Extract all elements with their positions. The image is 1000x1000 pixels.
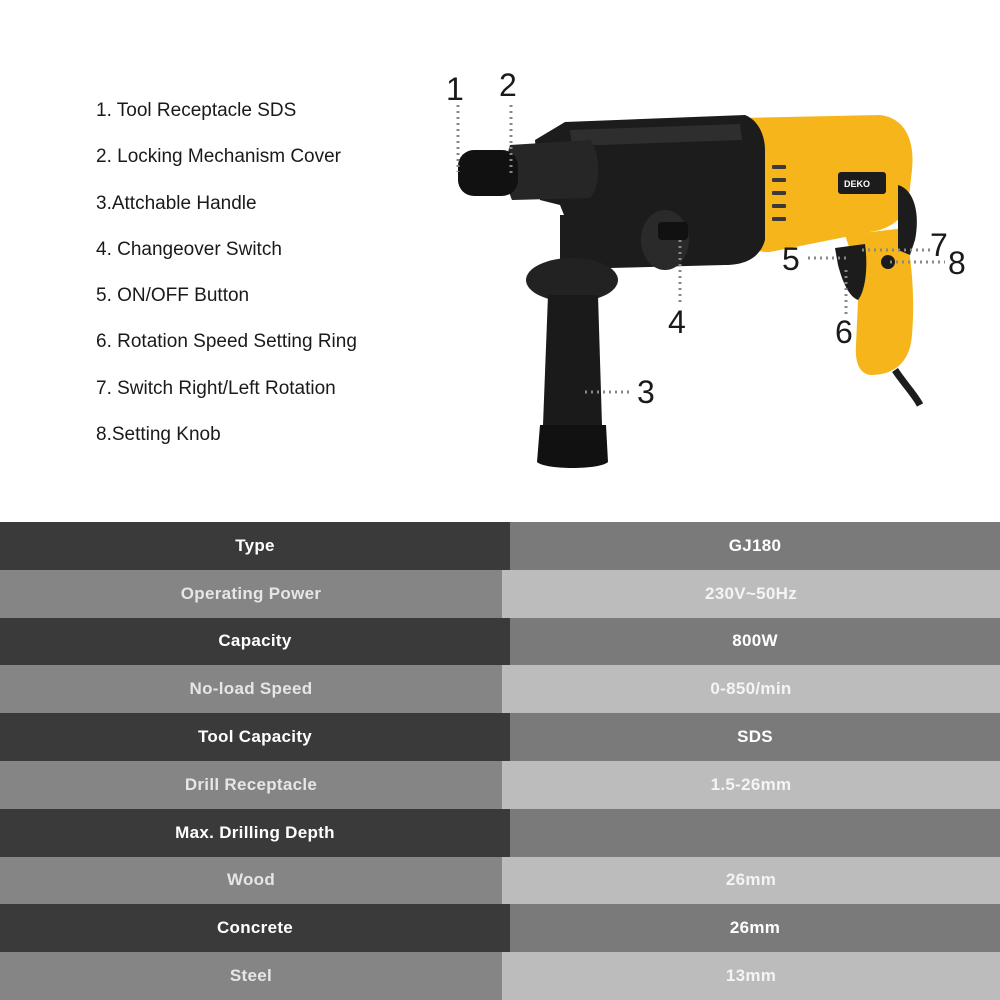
callout-number: 2: [499, 67, 517, 103]
handle-grip: [898, 185, 917, 255]
spec-value: SDS: [510, 713, 1000, 761]
spec-value: [510, 809, 1000, 857]
spec-value: 800W: [510, 618, 1000, 666]
callout-number: 1: [446, 71, 464, 107]
spec-label: Steel: [0, 952, 502, 1000]
table-row: [0, 809, 1000, 857]
spec-value: 26mm: [502, 857, 1000, 905]
parts-legend-item: 8.Setting Knob: [96, 424, 221, 446]
callout-number: 7: [930, 227, 948, 263]
changeover-switch-knob: [658, 222, 688, 240]
spec-label: No-load Speed: [0, 665, 502, 713]
rotary-hammer-drill-image: [430, 60, 1000, 500]
side-handle: [543, 295, 602, 445]
table-row: [0, 761, 1000, 809]
table-row: [0, 522, 1000, 570]
callout-number: 8: [948, 245, 966, 281]
spec-value: GJ180: [510, 522, 1000, 570]
spec-label: Type: [0, 522, 510, 570]
locking-cover: [506, 140, 598, 200]
spec-label: Concrete: [0, 904, 510, 952]
spec-label: Drill Receptacle: [0, 761, 502, 809]
parts-legend-item: 6. Rotation Speed Setting Ring: [96, 331, 357, 353]
table-row: [0, 904, 1000, 952]
spec-value: 13mm: [502, 952, 1000, 1000]
specifications-table: [0, 522, 1000, 1000]
parts-legend-item: 5. ON/OFF Button: [96, 285, 250, 307]
spec-value: 0-850/min: [502, 665, 1000, 713]
callout-number: 4: [668, 304, 686, 340]
handle-mount: [560, 215, 592, 260]
power-cord: [895, 370, 920, 405]
table-row: [0, 857, 1000, 905]
parts-legend-item: 3.Attchable Handle: [96, 192, 257, 214]
spec-label: Tool Capacity: [0, 713, 510, 761]
spec-label: Max. Drilling Depth: [0, 809, 510, 857]
table-row: [0, 713, 1000, 761]
callout-number: 5: [782, 241, 800, 277]
side-handle-end: [537, 425, 608, 468]
trigger-icon: [835, 244, 866, 300]
parts-legend-item: 2. Locking Mechanism Cover: [96, 146, 341, 168]
parts-legend: [96, 97, 357, 467]
callout-number: 3: [637, 374, 655, 410]
table-row: [0, 952, 1000, 1000]
spec-value: 230V~50Hz: [502, 570, 1000, 618]
table-row: [0, 570, 1000, 618]
callout-number: 6: [835, 314, 853, 350]
setting-knob-icon: [881, 255, 895, 269]
table-row: [0, 665, 1000, 713]
spec-value: 26mm: [510, 904, 1000, 952]
table-row: [0, 618, 1000, 666]
spec-label: Capacity: [0, 618, 510, 666]
spec-value: 1.5-26mm: [502, 761, 1000, 809]
parts-legend-item: 4. Changeover Switch: [96, 238, 282, 260]
spec-label: Operating Power: [0, 570, 502, 618]
sds-chuck: [458, 150, 518, 196]
spec-label: Wood: [0, 857, 502, 905]
parts-legend-item: 7. Switch Right/Left Rotation: [96, 377, 336, 399]
brand-logo-text: DEKO: [844, 179, 871, 189]
parts-legend-item: 1. Tool Receptacle SDS: [96, 100, 297, 121]
